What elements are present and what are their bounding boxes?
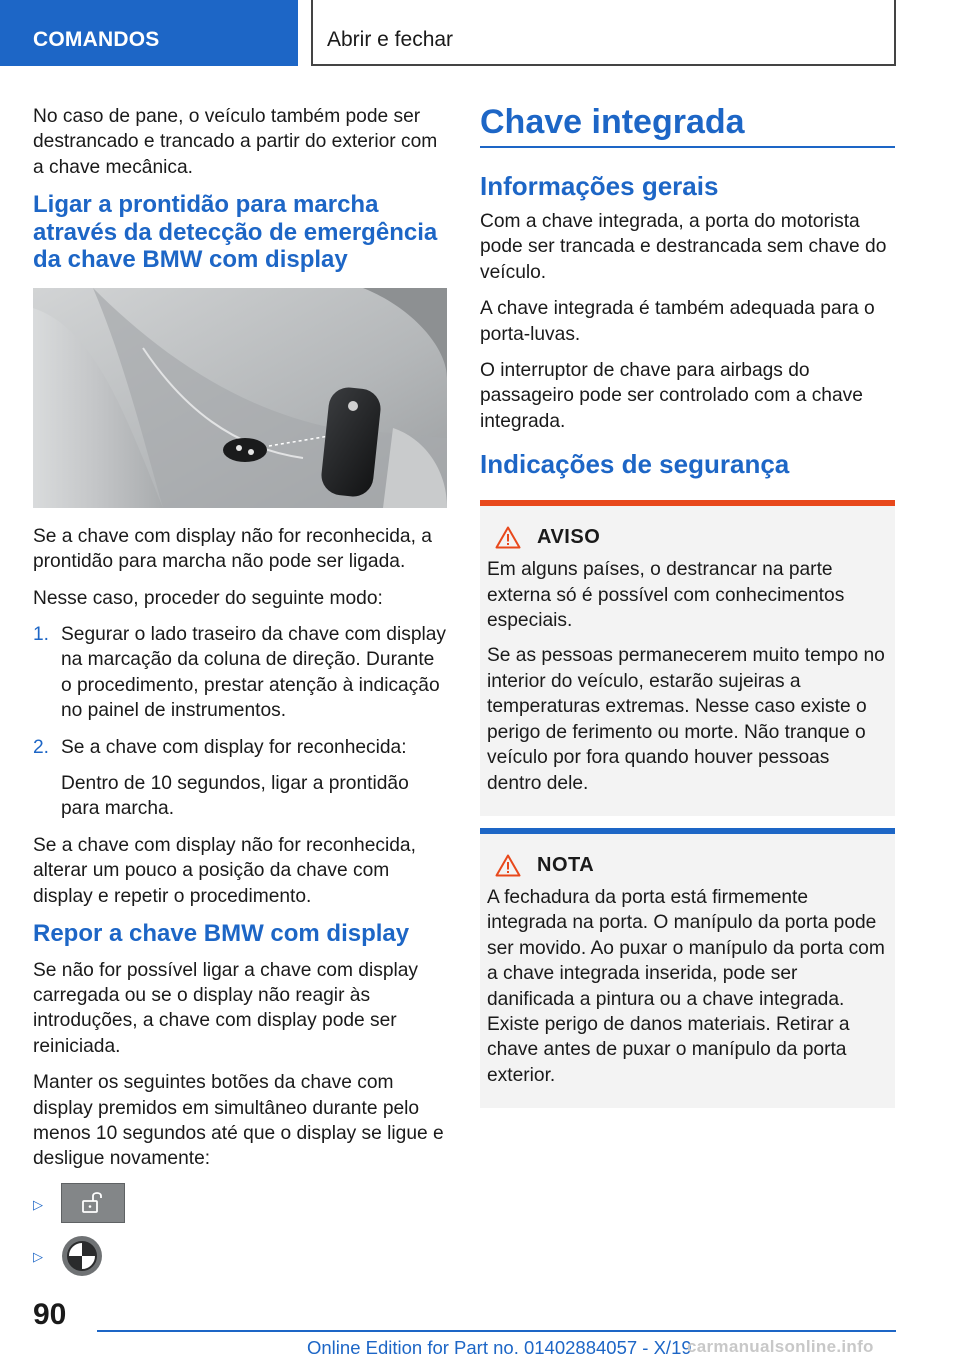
step-number: 2. xyxy=(33,736,50,758)
intro-paragraph: No caso de pane, o veículo também pode ser destrancado e trancado a partir do exterior com a chave mecânica. xyxy=(33,106,438,178)
steering-column-illustration xyxy=(33,288,447,508)
chapter-title: COMANDOS xyxy=(33,28,160,51)
right-column xyxy=(480,102,895,1120)
bullet-triangle-icon: ▷ xyxy=(33,1248,43,1264)
reset-buttons-paragraph: Manter os seguintes botões da chave com display premidos em simultâneo durante pelo menos 10 segundos até que o display se ligue e desligue novamente: xyxy=(33,1072,444,1170)
step-item xyxy=(33,735,447,822)
warning-box xyxy=(480,500,895,816)
section-tab xyxy=(311,0,896,66)
general-info-heading: Informações gerais xyxy=(480,171,719,201)
step-continuation: Dentro de 10 segundos, ligar a prontidão para marcha. xyxy=(61,772,409,820)
retry-paragraph: Se a chave com display não for reconhecida, alterar um pouco a posição da chave com display e repetir o procedimento. xyxy=(33,834,416,907)
general-info-paragraph-2: A chave integrada é também adequada para o porta-luvas. xyxy=(480,298,875,345)
safety-heading: Indicações de segurança xyxy=(480,449,790,480)
step-number: 1. xyxy=(33,623,50,645)
page-number: 90 xyxy=(33,1298,67,1331)
step-text: Segurar o lado traseiro da chave com display na marcação da coluna de direção. Durante o procedimento, prestar atenção à indicação no painel de instrumentos. xyxy=(61,623,447,722)
note-label: NOTA xyxy=(537,853,595,876)
button-item-unlock xyxy=(33,1183,447,1235)
step-text: Se a chave com display for reconhecida: xyxy=(61,736,407,758)
section-title: Abrir e fechar xyxy=(327,28,454,51)
steps-list xyxy=(33,622,447,822)
bullet-triangle-icon: ▷ xyxy=(33,1196,43,1212)
warning-label: AVISO xyxy=(537,526,601,549)
warning-triangle-icon xyxy=(495,526,521,549)
warning-paragraph-2: Se as pessoas permanecerem muito tempo no interior do veículo, estarão sujeiras a temperaturas extremas. Nesse caso existe o perigo de ferimento ou morte. Não tranque o veículo por fora quando houver pessoas dentro dele. xyxy=(487,645,885,794)
chapter-tab xyxy=(0,0,298,66)
watermark: carmanualsonline.info xyxy=(687,1337,874,1356)
general-info-paragraph-3: O interruptor de chave para airbags do passageiro pode ser controlado com a chave integrada. xyxy=(480,360,863,432)
unlock-button-icon xyxy=(61,1183,125,1223)
general-info-paragraph-1: Com a chave integrada, a porta do motorista pode ser trancada e destrancada sem chave do veículo. xyxy=(480,211,887,283)
not-recognized-paragraph: Se a chave com display não for reconhecida, a prontidão para marcha não pode ser ligada. xyxy=(33,525,432,573)
reset-key-heading: Repor a chave BMW com display xyxy=(33,920,410,947)
bmw-logo-button-icon xyxy=(61,1235,103,1277)
footer-rule xyxy=(97,1330,896,1332)
integrated-key-title: Chave integrada xyxy=(480,102,895,148)
procedure-intro: Nesse caso, proceder do seguinte modo: xyxy=(33,587,383,609)
button-item-bmw xyxy=(33,1235,447,1287)
left-column xyxy=(33,104,447,1287)
note-triangle-icon xyxy=(495,854,521,877)
warning-paragraph-1: Em alguns países, o destrancar na parte externa só é possível com conhecimentos especiais. xyxy=(487,559,845,632)
reset-intro-paragraph: Se não for possível ligar a chave com display carregada ou se o display não reagir às introduções, a chave com display pode ser reiniciada. xyxy=(33,959,419,1057)
emergency-detection-heading: Ligar a prontidão para marcha através da detecção de emergência da chave BMW com display xyxy=(33,191,438,274)
edition-text: Online Edition for Part no. 01402884057 - X/19 xyxy=(307,1337,692,1358)
note-paragraph: A fechadura da porta está firmemente integrada na porta. O manípulo da porta pode ser movido. Ao puxar o manípulo da porta com a chave integrada inserida, pode ser danificada a pintura ou a chave integrada. Existe perigo de danos materiais. Retirar a chave antes de puxar o manípulo da porta exterior. xyxy=(487,886,885,1086)
step-item xyxy=(33,622,447,724)
note-box xyxy=(480,828,895,1108)
steering-column-photo xyxy=(33,288,447,508)
